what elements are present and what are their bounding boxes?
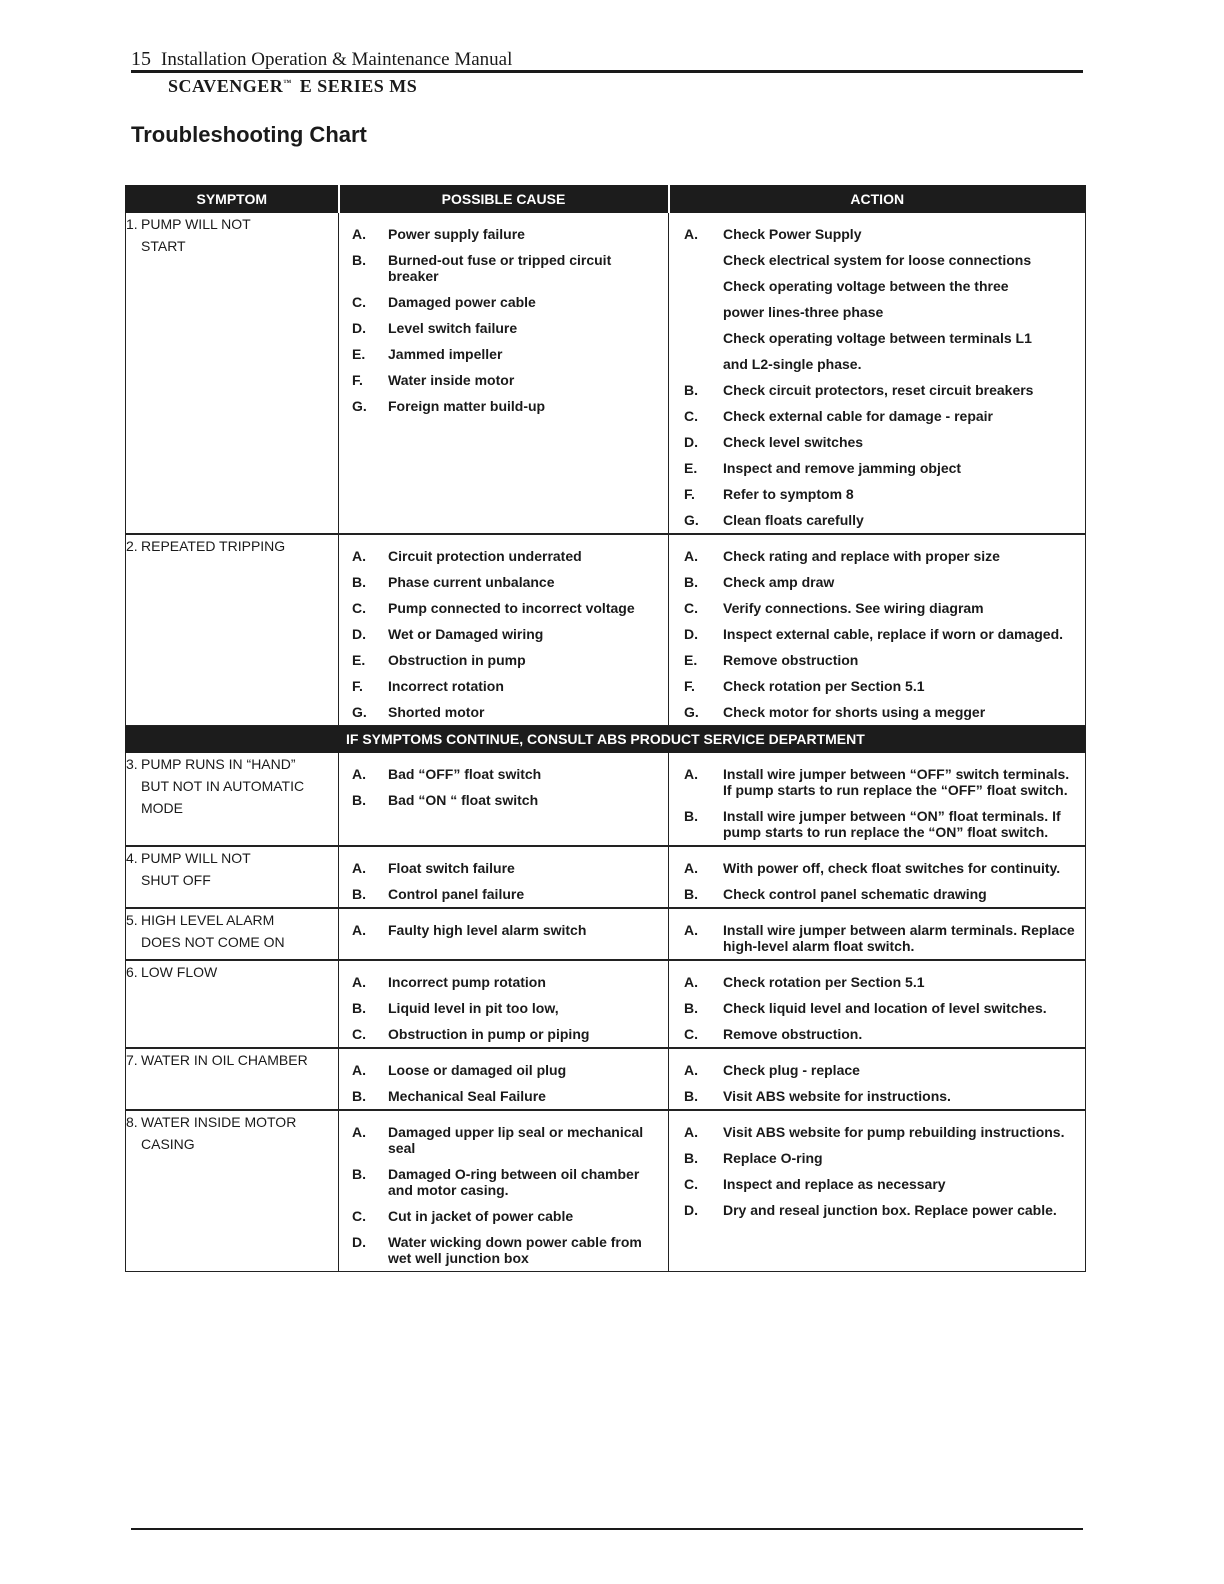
item-text: Faulty high level alarm switch — [388, 922, 587, 938]
action-item — [669, 621, 1085, 647]
table-row — [126, 908, 1086, 960]
actions-list — [669, 1049, 1085, 1109]
item-letter: D. — [684, 1202, 698, 1218]
symptom-number: 7. — [126, 1052, 138, 1068]
item-letter: G. — [684, 704, 699, 720]
item-letter: A. — [352, 1062, 366, 1078]
item-letter: B. — [684, 1088, 698, 1104]
item-letter: F. — [684, 678, 695, 694]
item-text: Shorted motor — [388, 704, 485, 720]
item-text: Check electrical system for loose connections — [723, 252, 1032, 268]
action-item — [669, 647, 1085, 673]
action-item — [669, 429, 1085, 455]
table-row — [126, 846, 1086, 908]
symptom-cell — [126, 846, 339, 908]
action-cell — [669, 213, 1086, 535]
item-letter: C. — [352, 1026, 366, 1042]
item-letter: A. — [352, 1124, 366, 1140]
action-cell — [669, 1110, 1086, 1272]
item-letter: E. — [684, 652, 698, 668]
cause-item — [339, 673, 668, 699]
item-text: Circuit protection underrated — [388, 548, 582, 564]
cause-item — [339, 621, 668, 647]
item-text: Refer to symptom 8 — [723, 486, 854, 502]
item-letter: A. — [352, 766, 366, 782]
item-text: Burned-out fuse or tripped circuit breaker — [388, 252, 612, 284]
causes-list — [339, 753, 668, 813]
item-letter: E. — [684, 460, 698, 476]
cause-item — [339, 881, 668, 907]
symptom-text: PUMP RUNS IN “HAND” — [141, 756, 296, 772]
symptom-cell — [126, 908, 339, 960]
symptom-text: PUMP WILL NOT — [141, 216, 251, 232]
item-text: Inspect external cable, replace if worn or damaged. — [723, 626, 1064, 642]
item-text: Visit ABS website for instructions. — [723, 1088, 951, 1104]
symptom-text: WATER INSIDE MOTOR — [141, 1114, 297, 1130]
action-item — [669, 855, 1085, 881]
item-text: Check liquid level and location of level switches. — [723, 1000, 1047, 1016]
item-letter: A. — [352, 860, 366, 876]
action-item — [669, 1145, 1085, 1171]
item-text: Remove obstruction. — [723, 1026, 863, 1042]
item-letter: C. — [684, 1176, 698, 1192]
action-item — [669, 221, 1085, 247]
actions-list — [669, 909, 1085, 959]
actions-list — [669, 961, 1085, 1047]
actions-list — [669, 1111, 1085, 1223]
symptom-cell — [126, 960, 339, 1048]
item-letter: B. — [352, 1166, 366, 1182]
item-letter: G. — [684, 512, 699, 528]
item-letter: F. — [352, 678, 363, 694]
item-text: With power off, check float switches for continuity. — [723, 860, 1061, 876]
item-letter — [669, 356, 723, 372]
action-item — [669, 543, 1085, 569]
troubleshooting-table — [125, 185, 1086, 1272]
symptom-number: 6. — [126, 964, 138, 980]
symptom-text: DOES NOT COME ON — [141, 934, 285, 950]
action-item — [669, 699, 1085, 725]
action-item — [669, 881, 1085, 907]
symptom-text: WATER IN OIL CHAMBER — [141, 1052, 308, 1068]
item-text: Check Power Supply — [723, 226, 862, 242]
action-cell — [669, 908, 1086, 960]
consult-banner: IF SYMPTOMS CONTINUE, CONSULT ABS PRODUCT SERVICE DEPARTMENT — [126, 726, 1086, 753]
cause-item — [339, 315, 668, 341]
cause-item — [339, 1229, 668, 1271]
cause-cell — [339, 908, 669, 960]
cause-item — [339, 855, 668, 881]
cause-item — [339, 787, 668, 813]
cause-cell — [339, 1048, 669, 1110]
item-letter: A. — [684, 860, 698, 876]
symptom-number: 5. — [126, 912, 138, 928]
product-name: SCAVENGER — [168, 76, 284, 96]
cause-item — [339, 1083, 668, 1109]
item-letter: B. — [352, 252, 366, 268]
cause-item — [339, 699, 668, 725]
item-text: Jammed impeller — [388, 346, 503, 362]
item-letter: C. — [352, 600, 366, 616]
item-text: Damaged O-ring between oil chamber and motor casing. — [388, 1166, 640, 1198]
symptom-number: 2. — [126, 538, 138, 554]
item-text: Check operating voltage between the three — [723, 278, 1009, 294]
item-letter: B. — [684, 1000, 698, 1016]
causes-list — [339, 847, 668, 907]
action-item — [669, 917, 1085, 959]
cause-item — [339, 393, 668, 419]
action-cell — [669, 960, 1086, 1048]
symptom-cell — [126, 534, 339, 726]
item-text: Clean floats carefully — [723, 512, 864, 528]
causes-list — [339, 1111, 668, 1271]
item-letter: B. — [684, 574, 698, 590]
item-letter: B. — [352, 792, 366, 808]
action-item — [669, 1197, 1085, 1223]
action-cell — [669, 534, 1086, 726]
symptom-text: SHUT OFF — [141, 872, 211, 888]
cause-item — [339, 341, 668, 367]
item-letter: B. — [352, 1000, 366, 1016]
causes-list — [339, 961, 668, 1047]
item-letter: A. — [684, 548, 698, 564]
item-text: Float switch failure — [388, 860, 515, 876]
item-text: Obstruction in pump or piping — [388, 1026, 590, 1042]
item-text: Damaged upper lip seal or mechanical seal — [388, 1124, 644, 1156]
item-text: Power supply failure — [388, 226, 525, 242]
symptom-number: 1. — [126, 216, 138, 232]
action-item — [669, 995, 1085, 1021]
item-letter: A. — [684, 766, 698, 782]
action-item — [669, 351, 1085, 377]
item-text: Check rating and replace with proper size — [723, 548, 1000, 564]
action-cell — [669, 753, 1086, 847]
action-item — [669, 247, 1085, 273]
symptom-text: HIGH LEVEL ALARM — [141, 912, 275, 928]
cause-item — [339, 569, 668, 595]
action-item — [669, 299, 1085, 325]
cause-item — [339, 595, 668, 621]
symptom-text: BUT NOT IN AUTOMATIC — [141, 778, 305, 794]
page-title: Troubleshooting Chart — [131, 122, 367, 147]
cause-item — [339, 247, 668, 289]
page-header — [131, 48, 512, 71]
item-letter: G. — [352, 704, 367, 720]
item-text: Control panel failure — [388, 886, 525, 902]
item-text: Dry and reseal junction box. Replace power cable. — [723, 1202, 1057, 1218]
troubleshooting-chart — [125, 185, 1085, 1272]
item-letter: A. — [352, 922, 366, 938]
item-letter: A. — [684, 922, 698, 938]
symptom-text: PUMP WILL NOT — [141, 850, 251, 866]
item-letter — [669, 330, 723, 346]
item-text: Check rotation per Section 5.1 — [723, 974, 925, 990]
action-item — [669, 969, 1085, 995]
cause-item — [339, 1119, 668, 1161]
symptom-cell — [126, 213, 339, 535]
cause-item — [339, 969, 668, 995]
causes-list — [339, 535, 668, 725]
item-text: Incorrect pump rotation — [388, 974, 546, 990]
action-item — [669, 1119, 1085, 1145]
action-item — [669, 507, 1085, 533]
cause-item — [339, 1203, 668, 1229]
item-text: Check amp draw — [723, 574, 835, 590]
table-row — [126, 960, 1086, 1048]
symptom-number: 8. — [126, 1114, 138, 1130]
table-row — [126, 753, 1086, 847]
item-letter: D. — [684, 434, 698, 450]
item-letter: B. — [684, 1150, 698, 1166]
item-text: Foreign matter build-up — [388, 398, 546, 414]
item-letter: C. — [684, 600, 698, 616]
header-rule — [131, 70, 1083, 73]
table-row — [126, 213, 1086, 535]
item-text: Inspect and remove jamming object — [723, 460, 962, 476]
cause-cell — [339, 1110, 669, 1272]
item-text: Cut in jacket of power cable — [388, 1208, 574, 1224]
item-letter: B. — [684, 808, 698, 824]
item-letter: C. — [352, 1208, 366, 1224]
item-text: Inspect and replace as necessary — [723, 1176, 946, 1192]
action-item — [669, 673, 1085, 699]
item-text: Bad “OFF” float switch — [388, 766, 542, 782]
table-header-row — [126, 186, 1086, 213]
item-text: Check control panel schematic drawing — [723, 886, 987, 902]
action-item — [669, 325, 1085, 351]
item-letter: A. — [684, 226, 698, 242]
causes-list — [339, 1049, 668, 1109]
action-item — [669, 803, 1085, 845]
cause-item — [339, 1021, 668, 1047]
item-text: Incorrect rotation — [388, 678, 504, 694]
action-item — [669, 1171, 1085, 1197]
action-item — [669, 403, 1085, 429]
symptom-number: 3. — [126, 756, 138, 772]
manual-title: Installation Operation & Maintenance Manual — [161, 49, 513, 70]
item-text: Check operating voltage between terminals L1 — [723, 330, 1032, 346]
cause-item — [339, 367, 668, 393]
item-text: Mechanical Seal Failure — [388, 1088, 546, 1104]
column-header-possible-cause: POSSIBLE CAUSE — [339, 186, 669, 213]
item-text: Install wire jumper between alarm terminals. Replace high-level alarm float switch. — [723, 922, 1075, 954]
cause-item — [339, 543, 668, 569]
symptom-cell — [126, 1110, 339, 1272]
item-letter: A. — [352, 548, 366, 564]
item-letter: B. — [684, 382, 698, 398]
item-text: Damaged power cable — [388, 294, 536, 310]
product-header — [168, 76, 417, 97]
cause-item — [339, 1161, 668, 1203]
item-letter: G. — [352, 398, 367, 414]
item-text: Check external cable for damage - repair — [723, 408, 993, 424]
cause-item — [339, 221, 668, 247]
item-text: Level switch failure — [388, 320, 518, 336]
item-text: Phase current unbalance — [388, 574, 555, 590]
action-cell — [669, 846, 1086, 908]
item-letter: D. — [352, 320, 366, 336]
symptom-cell — [126, 1048, 339, 1110]
cause-item — [339, 995, 668, 1021]
item-text: Visit ABS website for pump rebuilding instructions. — [723, 1124, 1065, 1140]
item-text: power lines-three phase — [723, 304, 884, 320]
table-row — [126, 1110, 1086, 1272]
item-letter: C. — [352, 294, 366, 310]
table-row — [126, 1048, 1086, 1110]
symptom-text: MODE — [141, 800, 183, 816]
item-text: Check plug - replace — [723, 1062, 860, 1078]
item-text: Check rotation per Section 5.1 — [723, 678, 925, 694]
cause-cell — [339, 846, 669, 908]
item-letter: E. — [352, 652, 366, 668]
item-letter — [669, 252, 723, 268]
actions-list — [669, 213, 1085, 533]
item-text: Pump connected to incorrect voltage — [388, 600, 635, 616]
actions-list — [669, 753, 1085, 845]
item-text: Wet or Damaged wiring — [388, 626, 544, 642]
item-letter: C. — [684, 408, 698, 424]
symptom-text: LOW FLOW — [141, 964, 218, 980]
cause-cell — [339, 213, 669, 535]
item-text: Check circuit protectors, reset circuit breakers — [723, 382, 1034, 398]
item-letter: E. — [352, 346, 366, 362]
causes-list — [339, 909, 668, 943]
item-letter: A. — [684, 1062, 698, 1078]
column-header-symptom: SYMPTOM — [126, 186, 339, 213]
action-item — [669, 1083, 1085, 1109]
item-letter: B. — [352, 886, 366, 902]
action-item — [669, 273, 1085, 299]
cause-cell — [339, 534, 669, 726]
item-letter — [669, 304, 723, 320]
action-item — [669, 595, 1085, 621]
action-cell — [669, 1048, 1086, 1110]
cause-item — [339, 917, 668, 943]
item-text: Loose or damaged oil plug — [388, 1062, 567, 1078]
item-letter: A. — [352, 974, 366, 990]
item-text: Liquid level in pit too low, — [388, 1000, 559, 1016]
item-text: Check motor for shorts using a megger — [723, 704, 986, 720]
footer-rule — [131, 1528, 1083, 1530]
item-letter: A. — [684, 1124, 698, 1140]
item-letter: D. — [352, 626, 366, 642]
item-text: Install wire jumper between “OFF” switch terminals. If pump starts to run replace the “OFF” float switch. — [723, 766, 1070, 798]
item-letter: F. — [352, 372, 363, 388]
item-text: Verify connections. See wiring diagram — [723, 600, 984, 616]
item-text: Water wicking down power cable from wet well junction box — [388, 1234, 642, 1266]
cause-item — [339, 1057, 668, 1083]
actions-list — [669, 847, 1085, 907]
symptom-text: REPEATED TRIPPING — [141, 538, 286, 554]
symptom-text: START — [141, 238, 186, 254]
item-text: Bad “ON “ float switch — [388, 792, 539, 808]
item-letter: B. — [352, 574, 366, 590]
item-letter: B. — [352, 1088, 366, 1104]
item-text: Install wire jumper between “ON” float terminals. If pump starts to run replace the “ON” float switch. — [723, 808, 1061, 840]
item-letter: C. — [684, 1026, 698, 1042]
cause-item — [339, 761, 668, 787]
cause-item — [339, 647, 668, 673]
symptom-cell — [126, 753, 339, 847]
symptom-text: CASING — [141, 1136, 195, 1152]
cause-item — [339, 289, 668, 315]
item-letter: F. — [684, 486, 695, 502]
item-text: Check level switches — [723, 434, 864, 450]
cause-cell — [339, 753, 669, 847]
table-row — [126, 534, 1086, 726]
action-item — [669, 1021, 1085, 1047]
item-letter: D. — [352, 1234, 366, 1250]
actions-list — [669, 535, 1085, 725]
action-item — [669, 761, 1085, 803]
item-letter: A. — [684, 974, 698, 990]
item-text: Obstruction in pump — [388, 652, 526, 668]
item-text: Remove obstruction — [723, 652, 859, 668]
consult-banner-row — [126, 726, 1086, 753]
product-series: E SERIES MS — [299, 76, 418, 96]
column-header-action: ACTION — [669, 186, 1086, 213]
cause-cell — [339, 960, 669, 1048]
causes-list — [339, 213, 668, 419]
trademark-symbol: ™ — [283, 78, 292, 87]
action-item — [669, 455, 1085, 481]
action-item — [669, 481, 1085, 507]
item-letter: A. — [352, 226, 366, 242]
symptom-number: 4. — [126, 850, 138, 866]
page-number: 15 — [131, 48, 151, 70]
item-letter: B. — [684, 886, 698, 902]
action-item — [669, 569, 1085, 595]
item-text: Water inside motor — [388, 372, 515, 388]
action-item — [669, 1057, 1085, 1083]
action-item — [669, 377, 1085, 403]
item-letter — [669, 278, 723, 294]
item-letter: D. — [684, 626, 698, 642]
item-text: Replace O-ring — [723, 1150, 823, 1166]
item-text: and L2-single phase. — [723, 356, 862, 372]
